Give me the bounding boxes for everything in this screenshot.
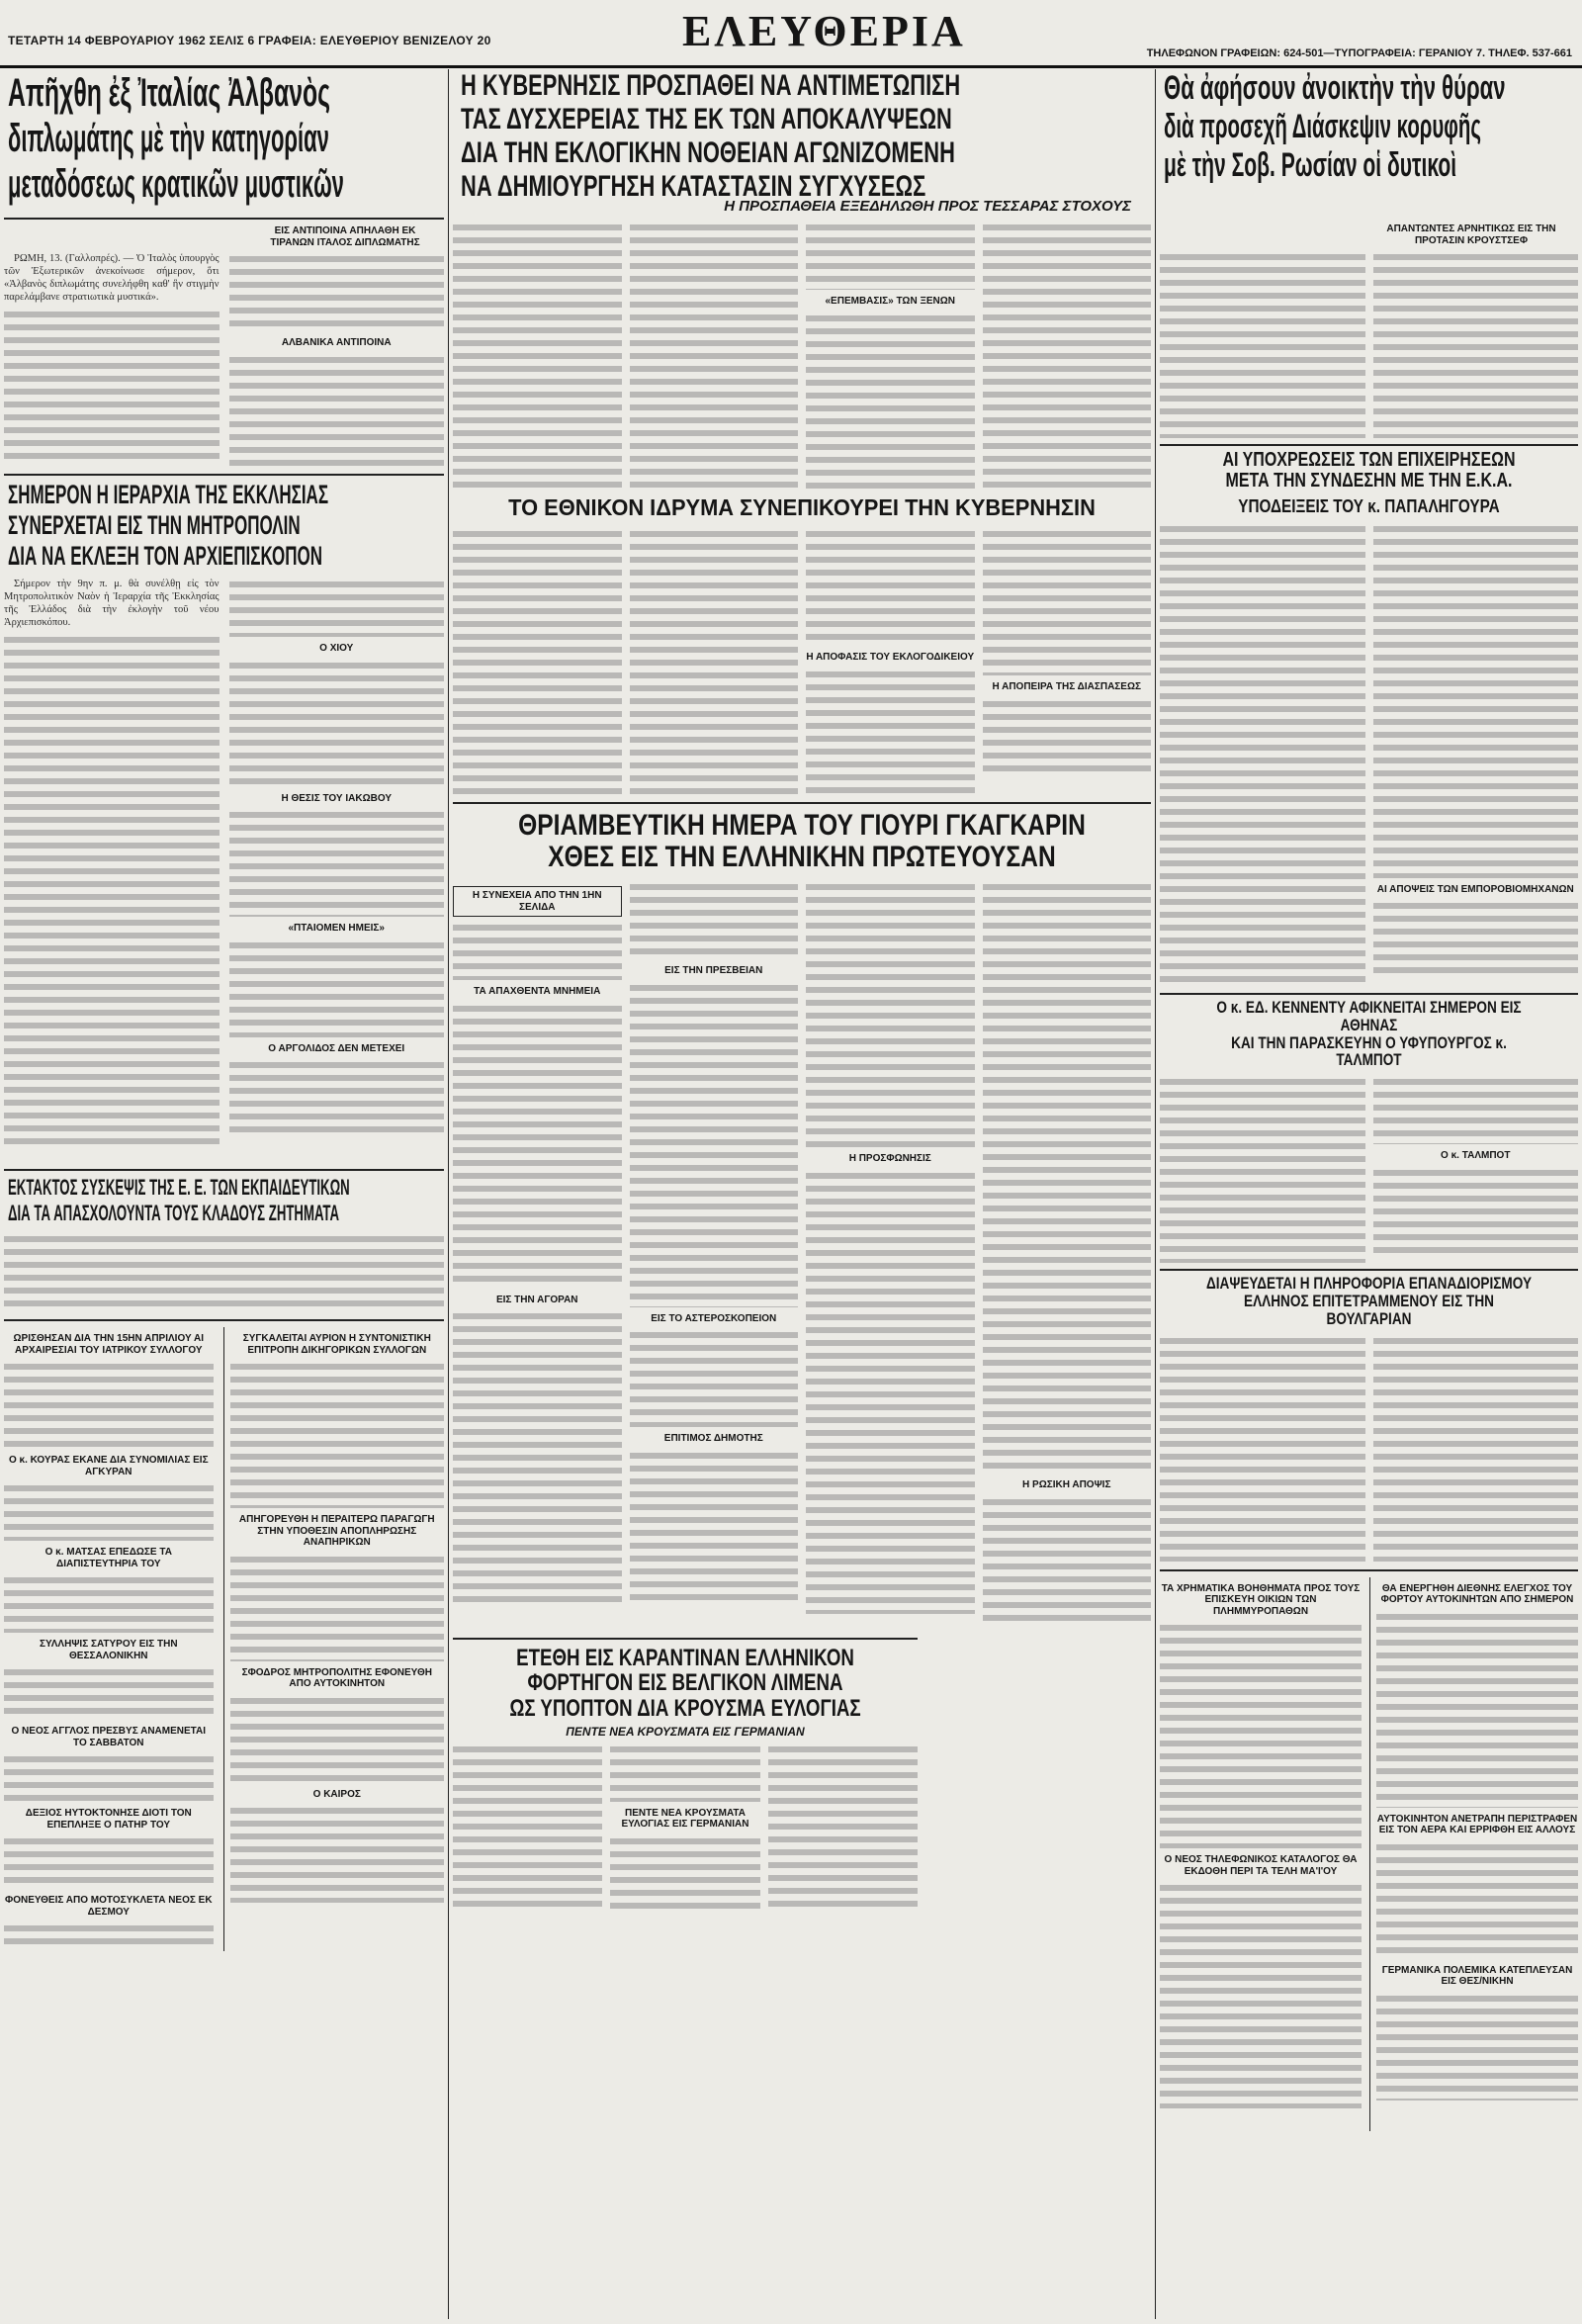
newspaper-title: ΕΛΕΥΘΕΡΙΑ <box>682 7 966 55</box>
news-brief-title: ΣΥΛΛΗΨΙΣ ΣΑΤΥΡΟΥ ΕΙΣ ΤΗΝ ΘΕΣΣΑΛΟΝΙΚΗΝ <box>40 1639 178 1661</box>
church-headline <box>4 474 444 572</box>
kicker: ΑΛΒΑΝΙΚΑ ΑΝΤΙΠΟΙΝΑ <box>281 337 392 348</box>
article-text-block <box>610 1834 759 1914</box>
news-brief-title: Ο ΚΑΙΡΟΣ <box>312 1788 361 1800</box>
article-text-block <box>4 1665 214 1720</box>
article-text-block <box>630 1328 799 1427</box>
lead-subheadline: ΕΙΣ ΑΝΤΙΠΟΙΝΑ ΑΠΗΛΑΘΗ ΕΚ ΤΙΡΑΝΩΝ ΙΤΑΛΟΣ ΔΙΠΛΩΜΑΤΗΣ <box>270 225 420 248</box>
headline-line: ΕΚΤΑΚΤΟΣ ΣΥΣΚΕΨΙΣ ΤΗΣ Ε. Ε. ΤΩΝ ΕΚΠΑΙΔΕΥΤΙΚΩΝ <box>8 1175 350 1200</box>
headline-line: μὲ τὴν Σοβ. Ρωσίαν οἱ δυτικοὶ <box>1164 146 1457 184</box>
article-text-block <box>1376 1840 1578 1959</box>
column-rule <box>448 69 449 2319</box>
kicker: Ο ΧΙΟΥ <box>319 643 354 654</box>
kennedy-headline <box>1160 993 1578 1069</box>
article-text-block <box>230 1360 444 1508</box>
article-text-block <box>983 880 1152 1474</box>
article-text-block <box>1160 522 1365 987</box>
kicker: Η ΑΠΟΠΕΙΡΑ ΤΗΣ ΔΙΑΣΠΑΣΕΩΣ <box>992 681 1141 693</box>
article-text-block <box>453 1002 622 1289</box>
kicker: «ΠΤΑΙΟΜΕΝ ΗΜΕΙΣ» <box>288 923 385 934</box>
headline-line: Η ΚΥΒΕΡΝΗΣΙΣ ΠΡΟΣΠΑΘΕΙ ΝΑ ΑΝΤΙΜΕΤΩΠΙΣΗ <box>461 69 961 102</box>
kicker: Η ΠΡΟΣΦΩΝΗΣΙΣ <box>848 1153 931 1165</box>
kicker: Η ΘΕΣΙΣ ΤΟΥ ΙΑΚΩΒΟΥ <box>281 792 392 804</box>
headline-line: ΜΕΤΑ ΤΗΝ ΣΥΝΔΕΣΗΝ ΜΕ ΤΗΝ Ε.Κ.Α. <box>1225 470 1513 492</box>
kicker: ΕΙΣ ΤΗΝ ΑΓΟΡΑΝ <box>495 1294 578 1305</box>
article-text-block <box>4 1834 214 1889</box>
article-text-block <box>1160 250 1365 438</box>
kicker: ΠΕΝΤΕ ΝΕΑ ΚΡΟΥΣΜΑΤΑ ΕΥΛΟΓΙΑΣ ΕΙΣ ΓΕΡΜΑΝΙΑΝ <box>621 1807 749 1831</box>
headline-line: ΚΑΙ ΤΗΝ ΠΑΡΑΣΚΕΥΗΝ Ο ΥΦΥΠΟΥΡΓΟΣ κ. ΤΑΛΜΠΟΤ <box>1231 1032 1507 1070</box>
article-text-block <box>1376 1992 1578 2101</box>
article-text-block <box>229 353 445 472</box>
small-items-column <box>1369 1577 1578 2131</box>
article-text-block <box>630 981 799 1307</box>
headline-line: ΕΤΕΘΗ ΕΙΣ ΚΑΡΑΝΤΙΝΑΝ ΕΛΛΗΝΙΚΟΝ <box>516 1645 854 1672</box>
headline-line: μεταδόσεως κρατικῶν μυστικῶν <box>8 162 344 206</box>
second-article-body <box>453 527 1151 794</box>
article-text-block <box>1373 1166 1579 1260</box>
article-text-block <box>453 527 622 794</box>
article-text-block <box>229 578 445 637</box>
small-items-column <box>223 1327 444 1951</box>
section-headline: ΤΟ ΕΘΝΙΚΟΝ ΙΔΡΥΜΑ ΣΥΝΕΠΙΚΟΥΡΕΙ ΤΗΝ ΚΥΒΕΡΝΗΣΙΝ <box>508 494 1096 520</box>
article-text-block <box>610 1743 759 1802</box>
left-lead-headline <box>4 69 444 220</box>
article-text-block <box>1373 1334 1579 1562</box>
lead-subheadline: ΑΠΑΝΤΩΝΤΕΣ ΑΡΝΗΤΙΚΩΣ ΕΙΣ ΤΗΝ ΠΡΟΤΑΣΙΝ ΚΡΟΥΣΤΣΕΦ <box>1386 223 1556 246</box>
article-text-block <box>1373 522 1579 878</box>
right-column <box>1160 69 1578 2319</box>
headline-line: ΔΙΑΨΕΥΔΕΤΑΙ Η ΠΛΗΡΟΦΟΡΙΑ ΕΠΑΝΑΔΙΟΡΙΣΜΟΥ <box>1205 1274 1533 1294</box>
article-paragraph: ΡΩΜΗ, 13. (Γαλλοπρές). — Ὁ Ἰταλὸς ὑπουργὸς τῶν Ἐξωτερικῶν ἀνεκοίνωσε σήμερον, ὅτι «Ἀλβανὸς διπλωμάτης συνελήφθη καθ' ἣν στιγμὴν παρελάμβανε στρατιωτικὰ μυστικά». <box>4 253 220 303</box>
center-column <box>453 69 1151 2319</box>
news-brief-title: ΣΥΓΚΑΛΕΙΤΑΙ ΑΥΡΙΟΝ Η ΣΥΝΤΟΝΙΣΤΙΚΗ ΕΠΙΤΡΟΠΗ ΔΙΚΗΓΟΡΙΚΩΝ ΣΥΛΛΟΓΩΝ <box>242 1333 431 1356</box>
column-rule <box>1155 69 1156 2319</box>
quarantine-headline <box>453 1638 918 1739</box>
headline-line: ΦΟΡΤΗΓΟΝ ΕΙΣ ΒΕΛΓΙΚΟΝ ΛΙΜΕΝΑ <box>527 1669 843 1697</box>
news-brief-title: ΘΑ ΕΝΕΡΓΗΘΗ ΔΙΕΘΝΗΣ ΕΛΕΓΧΟΣ ΤΟΥ ΦΟΡΤΟΥ ΑΥΤΟΚΙΝΗΤΩΝ ΑΠΟ ΣΗΜΕΡΟΝ <box>1380 1582 1574 1606</box>
article-text-block <box>630 880 799 959</box>
kicker: Ο ΑΡΓΟΛΙΔΟΣ ΔΕΝ ΜΕΤΕΧΕΙ <box>268 1042 405 1054</box>
news-brief-title: Ο κ. ΜΑΤΣΑΣ ΕΠΕΔΩΣΕ ΤΑ ΔΙΑΠΙΣΤΕΥΤΗΡΙΑ ΤΟΥ <box>44 1547 172 1569</box>
article-text-block <box>4 1481 214 1541</box>
headline-line: ΔΙΑ ΝΑ ΕΚΛΕΞΗ ΤΟΝ ΑΡΧΙΕΠΙΣΚΟΠΟΝ <box>8 541 323 571</box>
headline-line: Θὰ ἀφήσουν ἀνοικτὴν τὴν θύραν <box>1164 69 1506 107</box>
kicker: Η ΡΩΣΙΚΗ ΑΠΟΨΙΣ <box>1022 1479 1111 1491</box>
headline-line: διὰ προσεχῆ Διάσκεψιν κορυφῆς <box>1164 108 1481 145</box>
headline-line: Απῆχθη ἐξ Ἰταλίας Ἀλβανὸς <box>8 71 331 115</box>
article-text-block <box>4 1360 214 1449</box>
lead-subheadline: Η ΠΡΟΣΠΑΘΕΙΑ ΕΞΕΔΗΛΩΘΗ ΠΡΟΣ ΤΕΣΣΑΡΑΣ ΣΤΟΧΟΥΣ <box>724 198 1131 215</box>
date-line: ΤΕΤΑΡΤΗ 14 ΦΕΒΡΟΥΑΡΙΟΥ 1962 ΣΕΛΙΣ 6 ΓΡΑΦΕΙΑ: ΕΛΕΥΘΕΡΙΟΥ ΒΕΝΙΖΕΛΟΥ 20 <box>8 34 491 47</box>
lead-article-body <box>453 221 1151 488</box>
headline-line: διπλωμάτης μὲ τὴν κατηγορίαν <box>8 117 329 160</box>
headline-line: ΘΡΙΑΜΒΕΥΤΙΚΗ ΗΜΕΡΑ ΤΟΥ ΓΙΟΥΡΙ ΓΚΑΓΚΑΡΙΝ <box>518 809 1086 843</box>
kicker: ΤΑ ΑΠΑΧΘΕΝΤΑ ΜΝΗΜΕΙΑ <box>474 986 601 998</box>
article-text-block <box>768 1743 918 1911</box>
article-paragraph: Σήμερον τὴν 9ην π. μ. θὰ συνέλθῃ εἰς τὸν Μητροπολιτικὸν Ναὸν ἡ Ἱεραρχία τῆς Ἐκκλησίας τῆς Ἑλλάδος διὰ τὴν ἐκλογὴν τοῦ νέου Ἀρχιεπισκόπου. <box>4 579 220 628</box>
article-text-block <box>630 1449 799 1607</box>
quarantine-subheadline: ΠΕΝΤΕ ΝΕΑ ΚΡΟΥΣΜΑΤΑ ΕΙΣ ΓΕΡΜΑΝΙΑΝ <box>566 1724 805 1739</box>
article-text-block <box>630 527 799 794</box>
article-text-block <box>1160 1881 1362 2108</box>
news-brief-title: Ο ΝΕΟΣ ΤΗΛΕΦΩΝΙΚΟΣ ΚΑΤΑΛΟΓΟΣ ΘΑ ΕΚΔΟΘΗ ΠΕΡΙ ΤΑ ΤΕΛΗ ΜΑ'Ι'ΟΥ <box>1164 1854 1358 1877</box>
kicker: Η ΑΠΟΦΑΣΙΣ ΤΟΥ ΕΚΛΟΓΟΔΙΚΕΙΟΥ <box>806 652 975 664</box>
headline-line: ΧΘΕΣ ΕΙΣ ΤΗΝ ΕΛΛΗΝΙΚΗΝ ΠΡΩΤΕΥΟΥΣΑΝ <box>548 840 1056 873</box>
headline-line: ΤΑΣ ΔΥΣΧΕΡΕΙΑΣ ΤΗΣ ΕΚ ΤΩΝ ΑΠΟΚΑΛΥΨΕΩΝ <box>461 103 952 135</box>
center-lead-headline <box>453 69 1151 203</box>
article-text-block <box>230 1804 444 1903</box>
article-text-block <box>4 1752 214 1802</box>
article-text-block <box>229 659 445 787</box>
quarantine-article-body <box>453 1743 918 1911</box>
article-text-block <box>4 1922 214 1951</box>
small-items-column <box>1160 1577 1362 2131</box>
article-text-block <box>230 1694 444 1783</box>
headline-line: ΩΣ ΥΠΟΠΤΟΝ ΔΙΑ ΚΡΟΥΣΜΑ ΕΥΛΟΓΙΑΣ <box>509 1694 861 1722</box>
article-text-block <box>983 527 1152 675</box>
eec-subheadline: ΥΠΟΔΕΙΞΕΙΣ ΤΟΥ κ. ΠΑΠΑΛΗΓΟΥΡΑ <box>1238 496 1500 516</box>
right-lead-headline <box>1160 69 1578 218</box>
article-text-block <box>229 808 445 917</box>
eec-headline <box>1160 444 1578 516</box>
phone-line: ΤΗΛΕΦΩΝΟΝ ΓΡΑΦΕΙΩΝ: 624-501—ΤΥΠΟΓΡΑΦΕΙΑ: ΓΕΡΑΝΙΟΥ 7. ΤΗΛΕΦ. 537-661 <box>1146 47 1572 59</box>
article-text-block <box>1373 1075 1579 1144</box>
article-text <box>4 252 220 304</box>
news-brief-title: Ο κ. ΚΟΥΡΑΣ ΕΚΑΝΕ ΔΙΑ ΣΥΝΟΜΙΛΙΑΣ ΕΙΣ ΑΓΚΥΡΑΝ <box>8 1455 209 1477</box>
headline-line: ΣΗΜΕΡΟΝ Η ΙΕΡΑΡΧΙΑ ΤΗΣ ΕΚΚΛΗΣΙΑΣ <box>8 480 329 509</box>
masthead <box>0 0 1582 68</box>
headline-line: ΔΙΑ ΤΑ ΑΠΑΣΧΟΛΟΥΝΤΑ ΤΟΥΣ ΚΛΑΔΟΥΣ ΖΗΤΗΜΑΤΑ <box>8 1201 340 1225</box>
article-text-block <box>453 1309 622 1606</box>
article-text-block <box>1160 1621 1362 1848</box>
article-text-block <box>4 1232 444 1311</box>
news-brief-title: ΩΡΙΣΘΗΣΑΝ ΔΙΑ ΤΗΝ 15ΗΝ ΑΠΡΙΛΙΟΥ ΑΙ ΑΡΧΑΙΡΕΣΙΑΙ ΤΟΥ ΙΑΤΡΙΚΟΥ ΣΥΛΛΟΓΟΥ <box>13 1333 205 1356</box>
kicker: ΑΙ ΑΠΟΨΕΙΣ ΤΩΝ ΕΜΠΟΡΟΒΙΟΜΗΧΑΝΩΝ <box>1376 883 1574 895</box>
news-brief-title: ΔΕΞΙΟΣ ΗΥΤΟΚΤΟΝΗΣΕ ΔΙΟΤΙ ΤΟΝ ΕΠΕΠΛΗΞΕ Ο ΠΑΤΗΡ ΤΟΥ <box>25 1808 192 1831</box>
article-text-block <box>1373 250 1579 438</box>
article-text-block <box>4 1573 214 1633</box>
article-text-block <box>229 252 445 331</box>
headline-line: Ο κ. ΕΔ. ΚΕΝΝΕΝΤΥ ΑΦΙΚΝΕΙΤΑΙ ΣΗΜΕΡΟΝ ΕΙΣ ΑΘΗΝΑΣ <box>1216 997 1522 1034</box>
article-text-block <box>230 1553 444 1661</box>
article-text <box>4 578 220 629</box>
kicker: ΕΠΙΤΙΜΟΣ ΔΗΜΟΤΗΣ <box>663 1433 763 1445</box>
news-brief-title: ΣΦΟΔΡΟΣ ΜΗΤΡΟΠΟΛΙΤΗΣ ΕΦΟΝΕΥΘΗ ΑΠΟ ΑΥΤΟΚΙΝΗΤΟΝ <box>241 1666 432 1689</box>
kicker: ΕΙΣ ΤΟ ΑΣΤΕΡΟΣΚΟΠΕΙΟΝ <box>651 1312 777 1324</box>
headline-line: ΑΙ ΥΠΟΧΡΕΩΣΕΙΣ ΤΩΝ ΕΠΙΧΕΙΡΗΣΕΩΝ <box>1222 449 1516 471</box>
article-text-block <box>4 308 220 466</box>
news-brief-title: ΑΥΤΟΚΙΝΗΤΟΝ ΑΝΕΤΡΑΠΗ ΠΕΡΙΣΤΡΑΦΕΝ ΕΙΣ ΤΟΝ ΑΕΡΑ ΚΑΙ ΕΡΡΙΦΘΗ ΕΙΣ ΑΛΛΟΥΣ <box>1376 1813 1578 1836</box>
article-text-block <box>4 633 220 1147</box>
article-text-block <box>1160 1334 1365 1562</box>
gagarin-headline <box>453 802 1151 872</box>
gagarin-article-body <box>453 880 1151 1632</box>
article-text-block <box>983 221 1152 488</box>
article-text-block <box>806 1169 975 1614</box>
news-brief-title: ΤΑ ΧΡΗΜΑΤΙΚΑ ΒΟΗΘΗΜΑΤΑ ΠΡΟΣ ΤΟΥΣ ΕΠΙΣΚΕΥΗ ΟΙΚΙΩΝ ΤΩΝ ΠΛΗΜΜΥΡΟΠΑΘΩΝ <box>1161 1582 1361 1617</box>
kicker: Ο κ. ΤΑΛΜΠΟΤ <box>1441 1150 1511 1162</box>
article-text-block <box>983 697 1152 776</box>
headline-line: ΣΥΝΕΡΧΕΤΑΙ ΕΙΣ ΤΗΝ ΜΗΤΡΟΠΟΛΙΝ <box>8 510 301 540</box>
news-brief-title: ΓΕΡΜΑΝΙΚΑ ΠΟΛΕΜΙΚΑ ΚΑΤΕΠΛΕΥΣΑΝ ΕΙΣ ΘΕΣ/ΝΙΚΗΝ <box>1381 1964 1573 1988</box>
headline-line: ΔΙΑ ΤΗΝ ΕΚΛΟΓΙΚΗΝ ΝΟΘΕΙΑΝ ΑΓΩΝΙΖΟΜΕΝΗ <box>461 136 955 169</box>
article-text-block <box>630 221 799 488</box>
article-text-block <box>1376 1610 1578 1808</box>
headline-line: ΕΛΛΗΝΟΣ ΕΠΙΤΕΤΡΑΜΜΕΝΟΥ ΕΙΣ ΤΗΝ ΒΟΥΛΓΑΡΙΑΝ <box>1244 1292 1494 1328</box>
article-text-block <box>806 668 975 796</box>
article-text-block <box>453 1743 602 1911</box>
left-column <box>4 69 444 2319</box>
article-text-block <box>453 921 622 980</box>
article-text-block <box>806 880 975 1147</box>
kicker: ΕΙΣ ΤΗΝ ΠΡΕΣΒΕΙΑΝ <box>664 965 763 977</box>
article-text-block <box>983 1495 1152 1624</box>
teachers-headline <box>4 1169 444 1226</box>
article-text-block <box>1373 899 1579 978</box>
article-text-block <box>229 1058 445 1137</box>
article-text-block <box>453 221 622 488</box>
small-items-column <box>4 1327 214 1951</box>
kicker: «ΕΠΕΜΒΑΣΙΣ» ΤΩΝ ΞΕΝΩΝ <box>825 296 956 307</box>
headline-line: ΝΑ ΔΗΜΙΟΥΡΓΗΣΗ ΚΑΤΑΣΤΑΣΙΝ ΣΥΓΧΥΣΕΩΣ <box>461 170 926 203</box>
news-brief-title: ΑΠΗΓΟΡΕΥΘΗ Η ΠΕΡΑΙΤΕΡΩ ΠΑΡΑΓΩΓΗ ΣΤΗΝ ΥΠΟΘΕΣΙΝ ΑΠΟΠΛΗΡΩΣΗΣ ΑΝΑΠΗΡΙΚΩΝ <box>238 1514 435 1548</box>
article-text-block <box>1160 1075 1365 1263</box>
article-text-block <box>806 221 975 290</box>
bulgaria-headline <box>1160 1269 1578 1328</box>
continued-from-box: Η ΣΥΝΕΧΕΙΑ ΑΠΟ ΤΗΝ 1ΗΝ ΣΕΛΙΔΑ <box>453 886 622 917</box>
news-brief-title: ΦΟΝΕΥΘΕΙΣ ΑΠΟ ΜΟΤΟΣΥΚΛΕΤΑ ΝΕΟΣ ΕΚ ΔΕΣΜΟΥ <box>4 1895 213 1918</box>
news-brief-title: Ο ΝΕΟΣ ΑΓΓΛΟΣ ΠΡΕΣΒΥΣ ΑΝΑΜΕΝΕΤΑΙ ΤΟ ΣΑΒΒΑΤΟΝ <box>11 1726 207 1748</box>
article-text-block <box>806 312 975 490</box>
article-text-block <box>806 527 975 646</box>
article-text-block <box>229 939 445 1037</box>
